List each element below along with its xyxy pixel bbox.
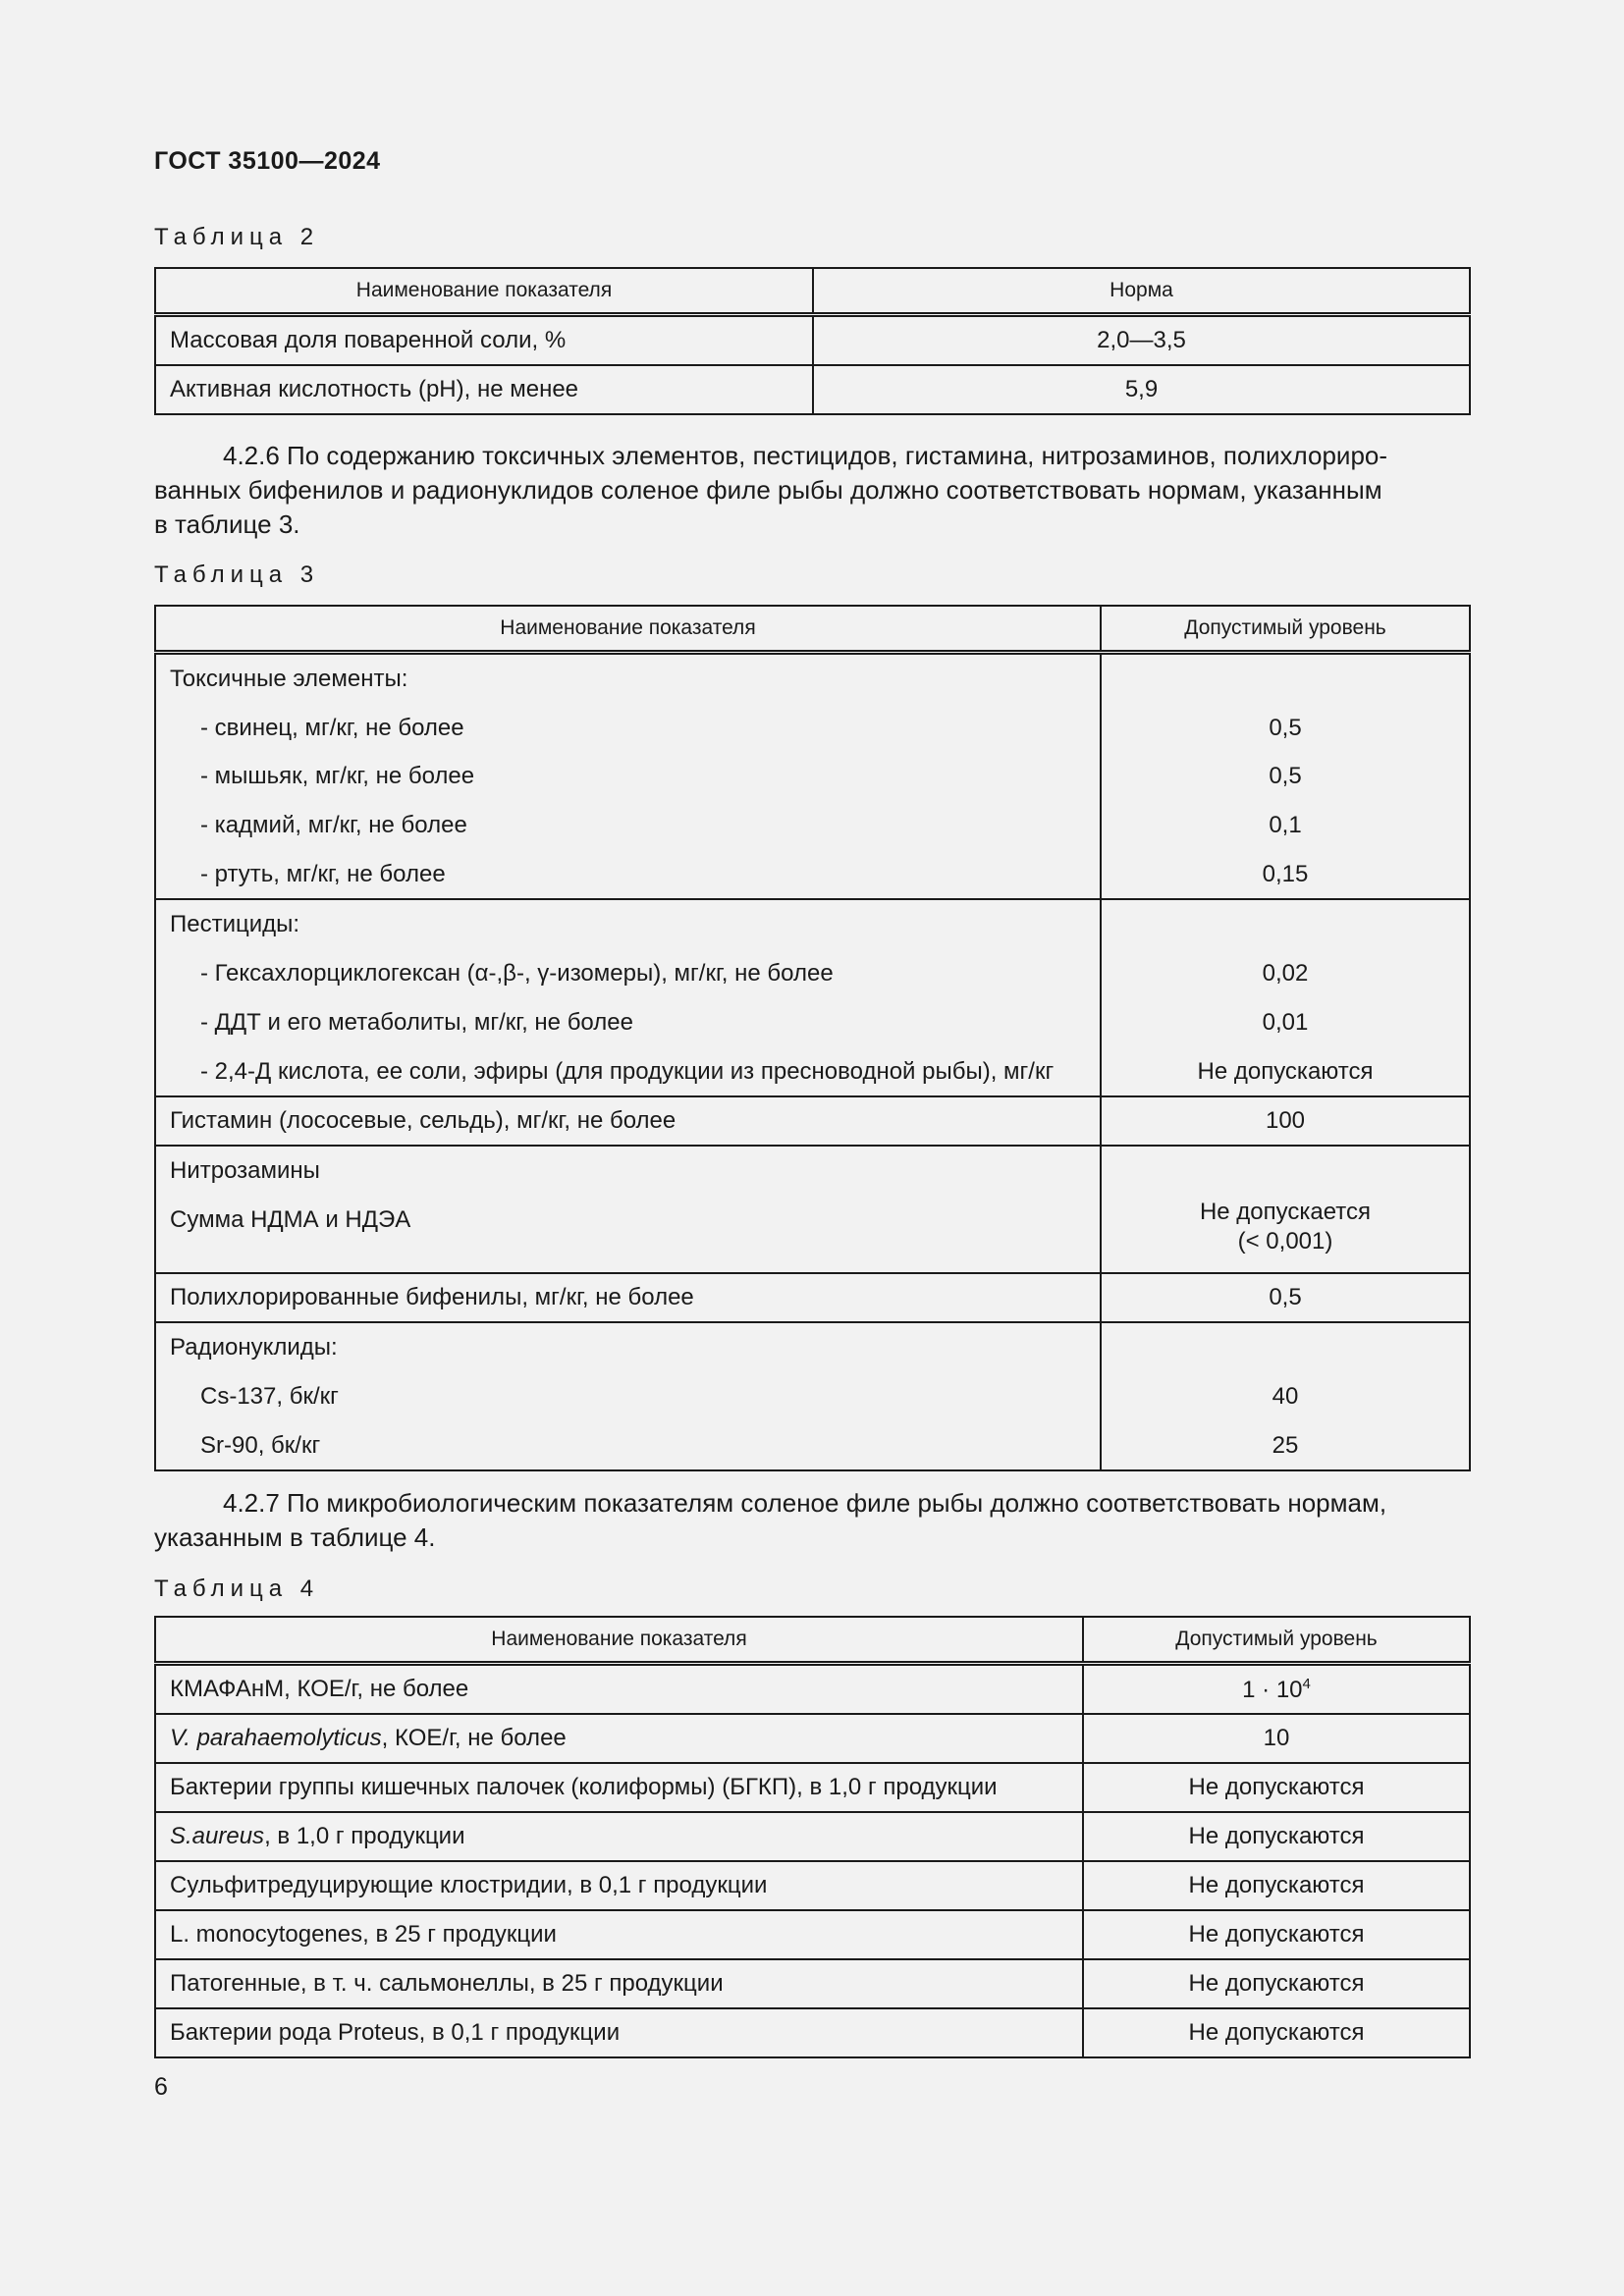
document-id: ГОСТ 35100—2024 [154, 147, 381, 175]
table-3 [154, 605, 1471, 1471]
paragraph-line: ванных бифенилов и радионуклидов соленое филе рыбы должно соответствовать нормам, указанным [154, 475, 1382, 505]
table-3-header-value: Допустимый уровень [1101, 606, 1470, 653]
row-value: 5,9 [813, 365, 1470, 414]
row-value: 100 [1101, 1096, 1470, 1146]
item-name: - 2,4-Д кислота, ее соли, эфиры (для продукции из пресноводной рыбы), мг/кг [200, 1057, 1055, 1085]
row-name: Бактерии рода Proteus, в 0,1 г продукции [155, 2008, 1083, 2057]
table-row [155, 2008, 1470, 2057]
item-name: - кадмий, мг/кг, не более [200, 812, 467, 839]
table-3-header-name: Наименование показателя [155, 606, 1101, 653]
table-2-header-value: Норма [813, 268, 1470, 315]
organism-name: S.aureus [170, 1823, 265, 1849]
row-name: Бактерии группы кишечных палочек (колиформы) (БГКП), в 1,0 г продукции [155, 1763, 1083, 1812]
group-pesticides [155, 899, 1470, 1096]
item-name: Сумма НДМА и НДЭА [170, 1205, 411, 1233]
group-title: Радионуклиды: [170, 1334, 338, 1362]
organism-name: V. parahaemolyticus [170, 1725, 382, 1751]
item-value-note: (< 0,001) [1237, 1228, 1333, 1255]
item-value: Не допускаются [1197, 1057, 1374, 1085]
paragraph-4-2-7 [154, 1486, 1471, 1555]
item-name: Sr-90, бк/кг [200, 1431, 321, 1459]
item-name: Cs-137, бк/кг [200, 1382, 339, 1410]
table-4-header-name: Наименование показателя [155, 1617, 1083, 1664]
row-value: 10 [1083, 1714, 1470, 1763]
row-name: Патогенные, в т. ч. сальмонеллы, в 25 г продукции [155, 1959, 1083, 2008]
row-name: КМАФАнМ, КОЕ/г, не более [155, 1664, 1083, 1715]
table-2-caption: Таблица 2 [154, 224, 320, 250]
row-value [1083, 1664, 1470, 1715]
row-name: S.aureus, в 1,0 г продукции [155, 1812, 1083, 1861]
row-name: Активная кислотность (pH), не менее [155, 365, 813, 414]
group-nitrosamines [155, 1146, 1470, 1273]
item-name: - мышьяк, мг/кг, не более [200, 763, 475, 790]
table-2-header-name: Наименование показателя [155, 268, 813, 315]
group-toxic-elements [155, 653, 1470, 900]
table-4 [154, 1616, 1471, 2058]
table-4-caption: Таблица 4 [154, 1575, 320, 1602]
table-4-header-value: Допустимый уровень [1083, 1617, 1470, 1664]
row-name: Гистамин (лососевые, сельдь), мг/кг, не более [155, 1096, 1101, 1146]
table-row [155, 315, 1470, 366]
row-name: Массовая доля поваренной соли, % [155, 315, 813, 366]
item-value: 0,15 [1262, 860, 1309, 887]
group-title: Токсичные элементы: [170, 666, 408, 692]
value-base: 1 · 10 [1242, 1676, 1303, 1703]
row-name: L. monocytogenes, в 25 г продукции [155, 1910, 1083, 1959]
paragraph-line: в таблице 3. [154, 509, 300, 539]
item-name: - ДДТ и его метаболиты, мг/кг, не более [200, 1008, 633, 1036]
paragraph-4-2-6 [154, 439, 1471, 542]
table-row [155, 1096, 1470, 1146]
row-value: Не допускаются [1083, 1763, 1470, 1812]
table-2 [154, 267, 1471, 415]
value-exponent: 4 [1302, 1675, 1311, 1692]
row-name: Сульфитредуцирующие клостридии, в 0,1 г продукции [155, 1861, 1083, 1910]
table-row [155, 1812, 1470, 1861]
row-value: 0,5 [1101, 1273, 1470, 1322]
row-name: Полихлорированные бифенилы, мг/кг, не более [155, 1273, 1101, 1322]
item-value: 0,5 [1269, 763, 1302, 790]
paragraph-line: 4.2.6 По содержанию токсичных элементов, пестицидов, гистамина, нитрозаминов, полихлориро- [223, 441, 1388, 470]
paragraph-line: 4.2.7 По микробиологическим показателям соленое филе рыбы должно соответствовать нормам, [223, 1488, 1387, 1518]
table-row [155, 1714, 1470, 1763]
paragraph-line: указанным в таблице 4. [154, 1522, 436, 1552]
group-title: Пестициды: [170, 911, 300, 938]
table-row [155, 1861, 1470, 1910]
table-row [155, 365, 1470, 414]
row-name: V. parahaemolyticus, КОЕ/г, не более [155, 1714, 1083, 1763]
row-value: 2,0—3,5 [813, 315, 1470, 366]
row-value: Не допускаются [1083, 1861, 1470, 1910]
page-number: 6 [154, 2073, 168, 2101]
table-3-caption: Таблица 3 [154, 561, 320, 588]
row-value: Не допускаются [1083, 1812, 1470, 1861]
row-value: Не допускаются [1083, 2008, 1470, 2057]
group-radionuclides [155, 1322, 1470, 1470]
item-name: - свинец, мг/кг, не более [200, 714, 464, 741]
row-value: Не допускаются [1083, 1910, 1470, 1959]
row-value: Не допускаются [1083, 1959, 1470, 2008]
group-title: Нитрозамины [170, 1157, 320, 1185]
item-name: - ртуть, мг/кг, не более [200, 860, 446, 887]
item-value: 40 [1272, 1382, 1299, 1410]
table-row [155, 1664, 1470, 1715]
item-value: 0,5 [1269, 714, 1302, 741]
item-value: 0,01 [1262, 1008, 1309, 1036]
item-value: Не допускается [1199, 1199, 1372, 1226]
item-name: - Гексахлорциклогексан (α-,β-, γ-изомеры), мг/кг, не более [200, 960, 834, 988]
item-value: 0,02 [1262, 960, 1309, 988]
table-row [155, 1273, 1470, 1322]
item-value: 0,1 [1269, 812, 1302, 839]
item-value: 25 [1272, 1431, 1299, 1459]
table-row [155, 1910, 1470, 1959]
table-row [155, 1959, 1470, 2008]
table-row [155, 1763, 1470, 1812]
